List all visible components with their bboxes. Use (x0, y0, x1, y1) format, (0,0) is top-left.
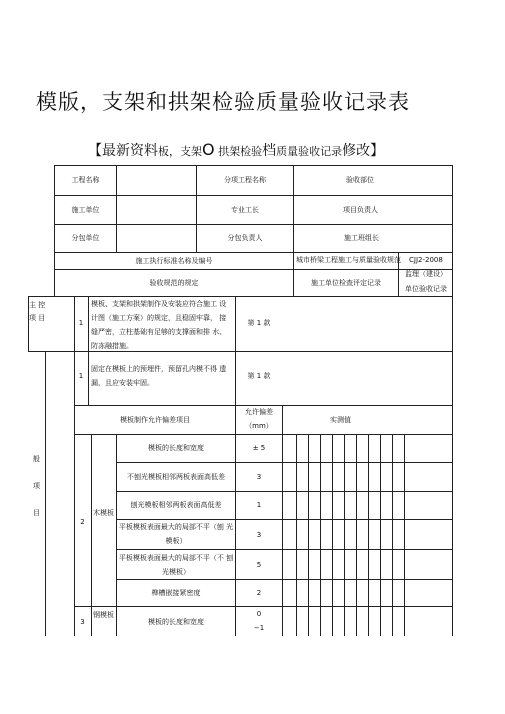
grid-line (293, 165, 294, 252)
grid-line (320, 434, 321, 636)
subtitle-part: 支架 (180, 145, 202, 158)
grid-line (91, 434, 92, 636)
subtitle-part: 板， (158, 145, 180, 158)
construction-unit-label: 施工单位 (71, 206, 100, 214)
deviation-allowed-value: 0 (256, 610, 262, 618)
grid-line (45, 351, 46, 636)
professional-foreman-label: 专业工长 (231, 206, 259, 214)
grid-line (308, 434, 309, 636)
general-item-number: 1 (78, 372, 84, 380)
grid-line (368, 434, 369, 636)
deviation-item-name: 平板模板表面最大的局部不平（不 刨光模板） (118, 554, 234, 576)
allowed-deviation-header-line1: 允许偏差 (245, 408, 273, 416)
measured-values-header: 实测值 (330, 416, 351, 424)
grid-line (54, 224, 453, 225)
main-item-number: 1 (78, 319, 84, 327)
grid-line (116, 491, 453, 492)
allowed-deviation-header-line2: （mm） (245, 422, 273, 430)
main-item-clause: 第 1 款 (247, 319, 271, 327)
deviation-allowed-value: −1 (253, 624, 265, 632)
grid-line (116, 579, 453, 580)
general-item-clause: 第 1 款 (247, 372, 271, 380)
general-items-label: 目 (33, 509, 40, 517)
grid-line (344, 434, 345, 636)
grid-line (116, 549, 453, 550)
subtitle-part: O (202, 140, 215, 159)
project-leader-label: 项目负责人 (343, 206, 378, 214)
grid-line (88, 296, 89, 406)
deviation-item-name: 平板模板表面最大的局部不平（刨 光模板） (118, 523, 234, 545)
contractor-record-header: 施工单位检查评定记录 (311, 279, 381, 287)
supervisor-header-line1: 监理（建设） (405, 270, 447, 278)
subtitle-part: 拱架检验 (214, 145, 263, 158)
deviation-item-name: 榫槽嵌接紧密度 (151, 589, 201, 597)
grid-line (392, 434, 393, 636)
grid-line (404, 434, 405, 636)
standard-label: 施工执行标准名称及编号 (135, 257, 213, 265)
deviation-allowed-value: 1 (256, 501, 262, 509)
item-number: 2 (80, 518, 85, 526)
subtitle-part: 档 (262, 143, 277, 159)
main-item-text: 模板、支架和拱架制作及安装应符合施工 设计图（施工方案）的规定，且稳固牢靠， 接缝严密，立柱基础有足够的支撑面和排 水、防冻融措施。 (91, 300, 227, 350)
grid-line (235, 405, 236, 636)
sub-project-name-label: 分项工程名称 (224, 176, 266, 184)
standard-name: 城市桥梁工程施工与质量验收规范 (296, 256, 401, 264)
grid-line (54, 269, 453, 270)
deviation-allowed-value: ± 5 (252, 444, 266, 452)
acceptance-part-label: 验收部位 (346, 176, 374, 184)
subcontract-leader-label: 分包负责人 (227, 234, 263, 242)
main-items-label-line2: 项 目 (29, 314, 46, 322)
grid-line (356, 434, 357, 636)
grid-line (74, 434, 453, 435)
deviation-item-name: 模板的长度和宽度 (148, 444, 204, 452)
deviation-allowed-value: 3 (256, 473, 262, 481)
standard-code: CJJ2-2008 (409, 256, 443, 264)
general-items-label: 般 (33, 455, 40, 463)
grid-line (380, 434, 381, 636)
grid-line (54, 195, 453, 196)
grid-line (116, 462, 453, 463)
page-title: 模版，支架和拱架检验质量验收记录表 (36, 90, 410, 114)
project-name-label: 工程名称 (71, 176, 100, 184)
subtitle-part: 质量验收记录 (276, 145, 343, 158)
wood-formwork-group: 木模板 (93, 509, 114, 517)
grid-line (282, 405, 283, 636)
general-item-text: 固定在模板上的预埋件，预留孔内模不得 遗漏，且应安装牢固。 (91, 365, 227, 387)
deviation-header: 模板制作允许偏差项目 (120, 416, 190, 424)
grid-line (116, 165, 117, 252)
team-leader-label: 施工班组长 (344, 234, 379, 242)
grid-line (296, 434, 297, 636)
supervisor-header-line2: 单位验收记录 (405, 285, 447, 293)
grid-line (452, 165, 453, 636)
grid-line (235, 296, 236, 406)
deviation-allowed-value: 3 (256, 531, 262, 539)
steel-formwork-group: 钢模板 (93, 611, 114, 619)
grid-line (332, 434, 333, 636)
grid-line (74, 296, 75, 636)
item-number: 3 (80, 618, 85, 626)
deviation-item-name: 模板的长度和宽度 (148, 618, 204, 626)
deviation-item-name: 刨光模板相邻两板表面高低差 (130, 501, 222, 509)
subtitle-part: 修改】 (342, 143, 385, 159)
main-items-label-line1: 主 控 (29, 301, 46, 309)
general-items-label: 项 (33, 482, 40, 490)
deviation-item-name: 不刨光模板相邻两板表面高低差 (127, 473, 225, 481)
subtitle-part: 【最新资料 (88, 143, 158, 159)
subcontract-unit-label: 分包单位 (71, 234, 100, 242)
grid-line (54, 165, 453, 166)
deviation-allowed-value: 5 (256, 561, 262, 569)
page-subtitle (88, 140, 384, 160)
deviation-allowed-value: 2 (256, 589, 262, 597)
spec-column-header: 验收规范的规定 (149, 279, 199, 287)
